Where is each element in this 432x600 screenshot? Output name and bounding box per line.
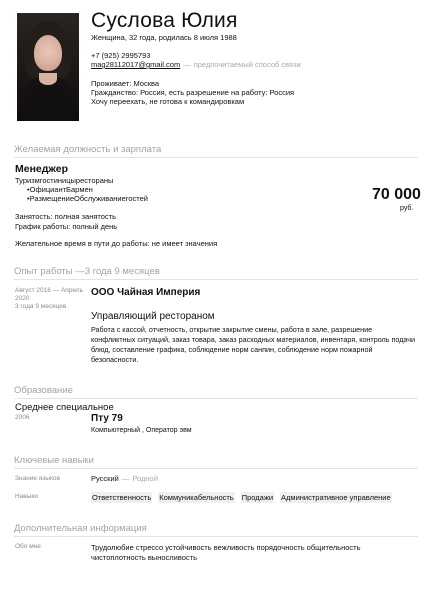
specialization-item: •ОфициантБармен <box>27 185 93 194</box>
language-row <box>91 474 158 483</box>
profile-photo <box>17 13 79 121</box>
email-preferred-note: предпочитаемый способ связи <box>193 60 301 69</box>
citizenship: Гражданство: Россия, есть разрешение на работу: Россия <box>91 88 295 97</box>
section-experience: Опыт работы —3 года 9 месяцев <box>14 266 418 280</box>
company-name: ООО Чайная Империя <box>91 287 201 298</box>
work-schedule: График работы: полный день <box>15 222 118 231</box>
experience-dates <box>15 287 85 311</box>
about-text: Трудолюбие стрессо устойчивость вежливость порядочность общительность чистоплотность выносливость <box>91 543 361 562</box>
language-separator: — <box>121 474 130 483</box>
section-education: Образование <box>14 385 418 399</box>
skill-tag: Продажи <box>241 493 274 502</box>
section-desired-position: Желаемая должность и зарплата <box>14 144 418 158</box>
experience-duration: 3 года 9 месяцев <box>15 303 67 310</box>
job-description: Работа с кассой, отчетность, открытие закрытие смены, работа в зале, разрешение конфликтных ситуаций, заказ товара, заказ расходных материалов, инвентаря, контроль подачи блюд, составление графика, соблюдение норм санпин, соблюдение норм пожарной безопасности. <box>91 325 415 364</box>
section-additional-info: Дополнительная информация <box>14 523 418 537</box>
section-key-skills: Ключевые навыки <box>14 455 418 469</box>
skill-tag: Ответственность <box>92 493 152 502</box>
travel-time: Желательное время в пути до работы: не имеет значения <box>15 239 218 248</box>
email-separator: — <box>183 60 191 69</box>
skill-tag: Коммуникабельность <box>159 493 234 502</box>
education-institution: Пту 79 <box>91 413 123 424</box>
specialization: Туризмгостиницырестораны <box>15 176 114 185</box>
skill-tags <box>91 492 392 503</box>
about-label: Обо мне <box>15 543 41 550</box>
specialization-item: •РазмещениеОбслуживаниегостей <box>27 194 148 203</box>
job-position: Управляющий рестораном <box>91 311 215 322</box>
languages-label: Знание языков <box>15 475 60 482</box>
experience-period: Август 2016 — Апрель 2020 <box>15 287 83 302</box>
salary-currency: руб. <box>400 205 414 212</box>
gender-age-birth: Женщина, 32 года, родилась 8 июля 1988 <box>91 33 237 42</box>
education-level: Среднее специальное <box>15 402 114 413</box>
language-level: Родной <box>132 474 158 483</box>
email-row <box>91 60 301 69</box>
relocation: Хочу переехать, не готова к командировкам <box>91 97 245 106</box>
email-link[interactable]: mag28112017@gmail.com <box>91 60 181 69</box>
desired-position-title: Менеджер <box>15 163 68 175</box>
education-specialty: Компьютерный , Оператор эвм <box>91 427 192 434</box>
skill-tag: Административное управление <box>281 493 391 502</box>
phone-number[interactable]: +7 (925) 2995793 <box>91 51 151 60</box>
salary: 70 000 <box>372 186 421 203</box>
language-name: Русский <box>91 474 119 483</box>
education-year: 2006 <box>15 414 30 421</box>
candidate-name: Суслова Юлия <box>91 9 238 32</box>
employment-type: Занятость: полная занятость <box>15 212 117 221</box>
skills-label: Навыки <box>15 493 38 500</box>
residence: Проживает: Москва <box>91 79 160 88</box>
